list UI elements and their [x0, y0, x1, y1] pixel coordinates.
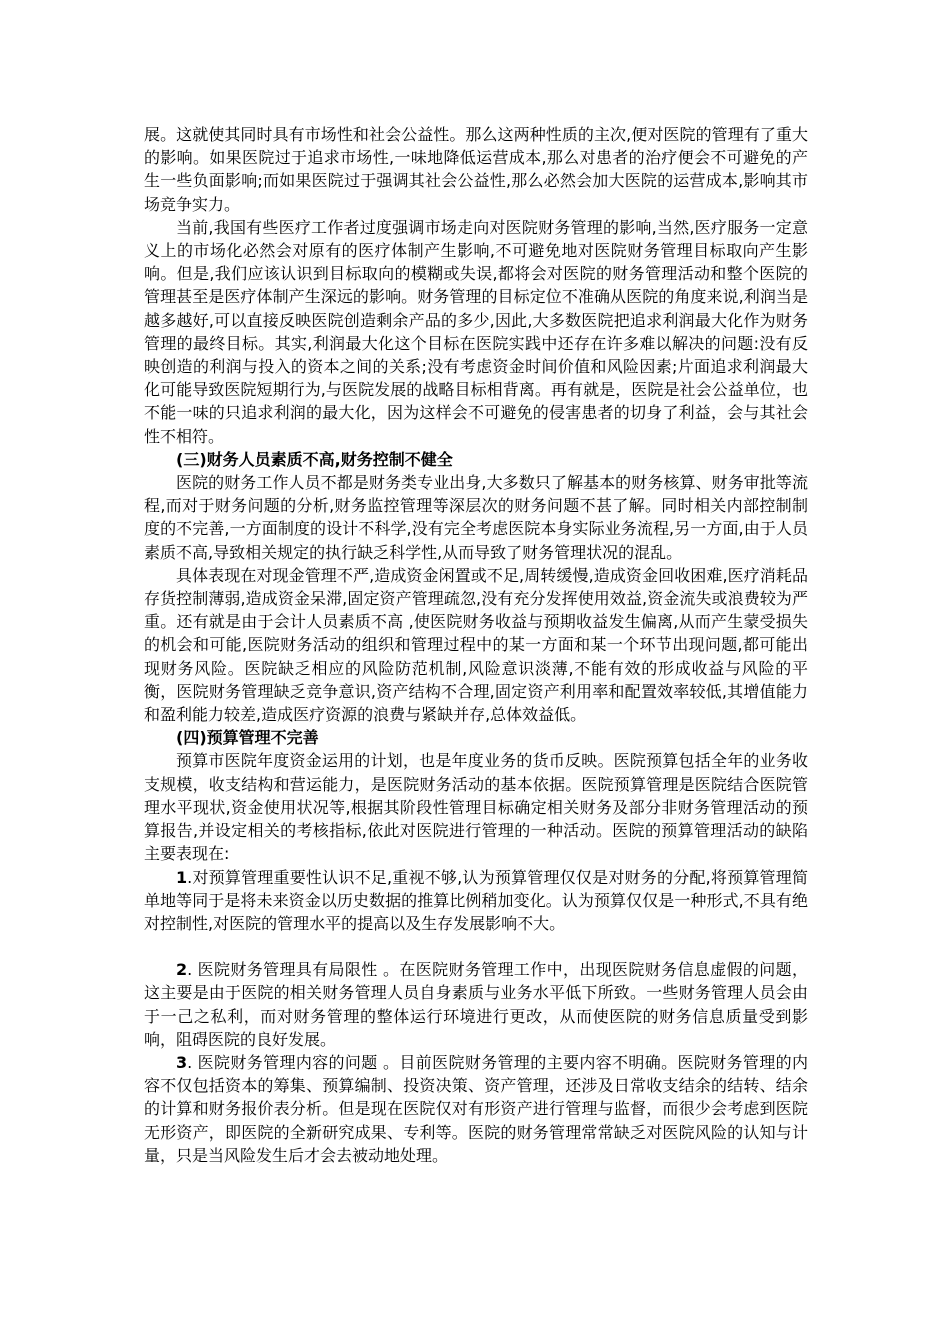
section-heading-3: (三)财务人员素质不高,财务控制不健全 — [176, 449, 453, 469]
paragraph-staff-quality: 医院的财务工作人员不都是财务类专业出身,大多数只了解基本的财务核算、财务审批等流程,而对于财务问题的分析,财务监控管理等深层次的财务问题不甚了解。同时相关内部控制制度的不完善,一方面制度的设计不科学,没有完全考虑医院本身实际业务流程,另一方面,由于人员素质不高,导致相关规定的执行缺乏科学性,从而导致了财务管理状况的混乱。 — [144, 473, 808, 562]
list-text: . 医院财务管理内容的问题 。目前医院财务管理的主要内容不明确。医院财务管理的内容不仅包括资本的筹集、预算编制、投资决策、资产管理，还涉及日常收支结余的结转、结余的计算和财务报价表分析。但是现在医院仅对有形资产进行管理与监督，而很少会考虑到医院无形资产，即医院的全新研究成果、专利等。医院的财务管理常常缺乏对医院风险的认知与计量，只是当风险发生后才会去被动地处理。 — [144, 1052, 808, 1165]
paragraph-financial-goal: 当前,我国有些医疗工作者过度强调市场走向对医院财务管理的影响,当然,医疗服务一定意义上的市场化必然会对原有的医疗体制产生影响,不可避免地对医院财务管理目标取向产生影响。但是,我们应该认识到目标取向的模糊或失误,都将会对医院的财务管理活动和整个医院的管理甚至是医疗体制产生深远的影响。财务管理的目标定位不准确从医院的角度来说,利润当是越多越好,可以直接反映医院创造剩余产品的多少,因此,大多数医院把追求利润最大化作为财务管理的最终目标。其实,利润最大化这个目标在医院实践中还存在许多难以解决的问题:没有反映创造的利润与投入的资本之间的关系;没有考虑资金时间价值和风险因素;片面追求利润最大化可能导致医院短期行为,与医院发展的战略目标相背离。再有就是，医院是社会公益单位，也不能一味的只追求利润的最大化，因为这样会不可避免的侵害患者的切身了利益，会与其社会性不相符。 — [144, 217, 808, 446]
list-number: 1 — [176, 867, 188, 887]
list-number: 3 — [176, 1052, 188, 1072]
list-number: 2 — [176, 960, 188, 980]
list-text: .对预算管理重要性认识不足,重视不够,认为预算管理仅仅是对财务的分配,将预算管理简单地等同于是将未来资金以历史数据的推算比例稍加变化。认为预算仅仅是一种形式,不具有绝对控制性,对医院的管理水平的提高以及生存发展影响不大。 — [144, 867, 808, 933]
list-item-3 — [144, 1051, 808, 1167]
paragraph-intro: 展。这就使其同时具有市场性和社会公益性。那么这两种性质的主次,便对医院的管理有了重大的影响。如果医院过于追求市场性,一味地降低运营成本,那么对患者的治疗便会不可避免的产生一些负面影响;而如果医院过于强调其社会公益性,那么必然会加大医院的运营成本,影响其市场竞争实力。 — [144, 125, 808, 214]
list-text: . 医院财务管理具有局限性 。在医院财务管理工作中，出现医院财务信息虚假的问题，这主要是由于医院的相关财务管理人员自身素质与业务水平低下所致。一些财务管理人员会由于一己之私利，而对财务管理的整体运行环境进行更改，从而使医院的财务信息质量受到影响，阻碍医院的良好发展。 — [144, 960, 808, 1049]
blank-line — [144, 935, 808, 958]
document-body — [144, 123, 808, 1167]
list-item-2 — [144, 958, 808, 1051]
paragraph-specific-performance: 具体表现在对现金管理不严,造成资金闲置或不足,周转缓慢,造成资金回收困难,医疗消耗品存货控制薄弱,造成资金呆滞,固定资产管理疏忽,没有充分发挥使用效益,资金流失或浪费较为严重。还有就是由于会计人员素质不高 ,使医院财务收益与预期收益发生偏离,从而产生蒙受损失的机会和可能,医院财务活动的组织和管理过程中的某一方面和某一个环节出现问题,都可能出现财务风险。医院缺乏相应的风险防范机制,风险意识淡薄,不能有效的形成收益与风险的平衡，医院财务管理缺乏竞争意识,资产结构不合理,固定资产利用率和配置效率较低,其增值能力和盈利能力较差,造成医疗资源的浪费与紧缺并存,总体效益低。 — [144, 565, 808, 725]
list-item-1 — [144, 866, 808, 936]
section-heading-4: (四)预算管理不完善 — [176, 728, 319, 748]
paragraph-budget-intro: 预算市医院年度资金运用的计划，也是年度业务的货币反映。医院预算包括全年的业务收支规模，收支结构和营运能力，是医院财务活动的基本依据。医院预算管理是医院结合医院管理水平现状,资金使用状况等,根据其阶段性管理目标确定相关财务及部分非财务管理活动的预算报告,并设定相关的考核指标,依此对医院进行管理的一种活动。医院的预算管理活动的缺陷主要表现在: — [144, 751, 808, 864]
